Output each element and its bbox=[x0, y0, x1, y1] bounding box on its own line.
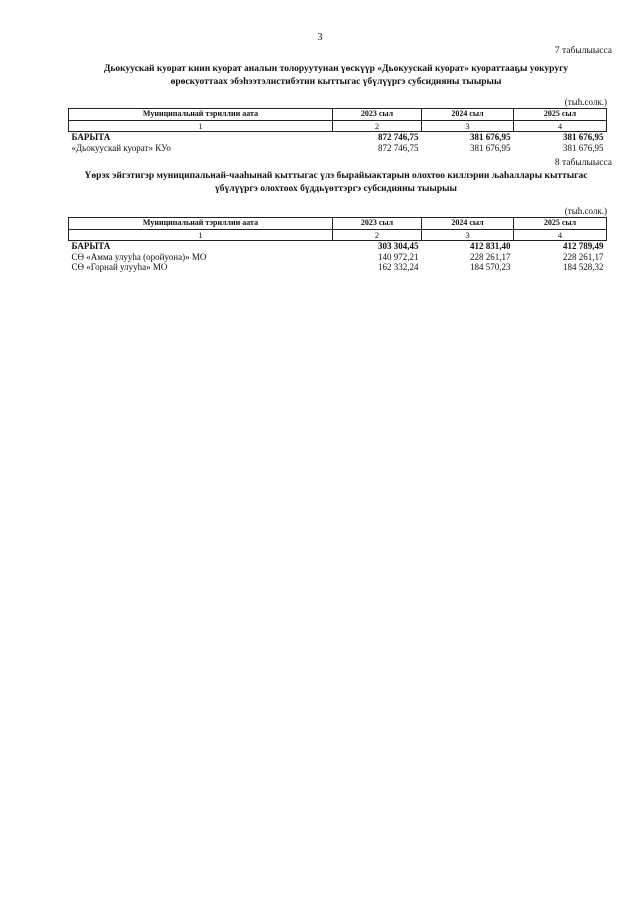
column-header: 2025 сыл bbox=[514, 218, 607, 230]
table-row-total bbox=[69, 132, 607, 143]
column-header: Муниципальнай тэриллии аата bbox=[69, 109, 333, 121]
table-7-heading-line: Дьокуускай куорат киин куорат аналын толоруутунан үөскүүр «Дьокуускай куорат» куораттааҕы уокуругу bbox=[103, 64, 569, 74]
value-2023: 872 746,75 bbox=[378, 132, 419, 142]
column-number: 1 bbox=[69, 120, 333, 132]
row-name: СӨ «Амма улууһа (оройуона)» МО bbox=[71, 251, 207, 262]
column-header: 2023 сыл bbox=[333, 218, 422, 230]
value-2024: 412 831,40 bbox=[470, 241, 511, 251]
table-7-heading-line: өрөскуоттаах эбэһээтэлистибэтин кыттыгас үбүлүүргэ субсидияны тыырыы bbox=[170, 76, 502, 87]
table-row bbox=[69, 262, 607, 273]
column-number-row bbox=[69, 120, 607, 132]
table-7-units: (тыһ.солк.) bbox=[564, 97, 607, 107]
table-header-row bbox=[69, 218, 607, 230]
column-header: 2024 сыл bbox=[422, 109, 514, 121]
row-name: БАРЫТА bbox=[71, 132, 111, 142]
table-8-units: (тыһ.солк.) bbox=[564, 206, 607, 216]
table-7-heading bbox=[68, 63, 604, 88]
table-header-row bbox=[69, 109, 607, 121]
table-8 bbox=[68, 217, 607, 273]
value-2025: 381 676,95 bbox=[563, 142, 604, 153]
table-row-total bbox=[69, 241, 607, 252]
column-header: 2025 сыл bbox=[514, 109, 607, 121]
value-2023: 140 972,21 bbox=[378, 251, 419, 262]
value-2024: 184 570,23 bbox=[470, 262, 511, 272]
row-name: СӨ «Горнай улууһа» МО bbox=[71, 262, 168, 272]
value-2024: 381 676,95 bbox=[470, 132, 511, 142]
value-2025: 228 261,17 bbox=[563, 251, 604, 262]
table-7 bbox=[68, 108, 607, 153]
value-2025: 184 528,32 bbox=[563, 262, 604, 272]
column-header: Муниципальнай тэриллии аата bbox=[69, 218, 333, 230]
row-name: БАРЫТА bbox=[71, 241, 111, 251]
table-8-heading-line: үбүлүүргэ олохтоох бүддьүөттэргэ субсидияны тыырыы bbox=[215, 183, 457, 194]
column-number: 1 bbox=[69, 229, 333, 241]
column-number: 2 bbox=[333, 229, 422, 241]
value-2025: 381 676,95 bbox=[563, 132, 604, 142]
table-8-heading-line: Үөрэх эйгэтигэр муниципальнай-чааһынай кыттыгас үлэ бырайыактарын олохтоо киллэрии љаһаллары кыттыгас bbox=[84, 171, 588, 181]
column-number: 3 bbox=[422, 120, 514, 132]
column-number-row bbox=[69, 229, 607, 241]
column-number: 2 bbox=[333, 120, 422, 132]
value-2024: 381 676,95 bbox=[470, 142, 511, 153]
table-8-heading bbox=[68, 170, 604, 195]
column-number: 4 bbox=[514, 120, 607, 132]
column-header: 2023 сыл bbox=[333, 109, 422, 121]
column-number: 4 bbox=[514, 229, 607, 241]
value-2023: 872 746,75 bbox=[378, 142, 419, 153]
column-header: 2024 сыл bbox=[422, 218, 514, 230]
value-2023: 303 304,45 bbox=[378, 241, 419, 251]
column-number: 3 bbox=[422, 229, 514, 241]
row-name: «Дьокуускай куорат» КУо bbox=[71, 142, 171, 153]
table-8-label: 8 табылыысса bbox=[554, 158, 612, 168]
value-2025: 412 789,49 bbox=[563, 241, 604, 251]
table-7-label: 7 табылыысса bbox=[554, 46, 612, 56]
page-number: 3 bbox=[317, 32, 323, 43]
table-row bbox=[69, 143, 607, 154]
table-row bbox=[69, 252, 607, 263]
value-2023: 162 332,24 bbox=[378, 262, 419, 272]
value-2024: 228 261,17 bbox=[470, 251, 511, 262]
